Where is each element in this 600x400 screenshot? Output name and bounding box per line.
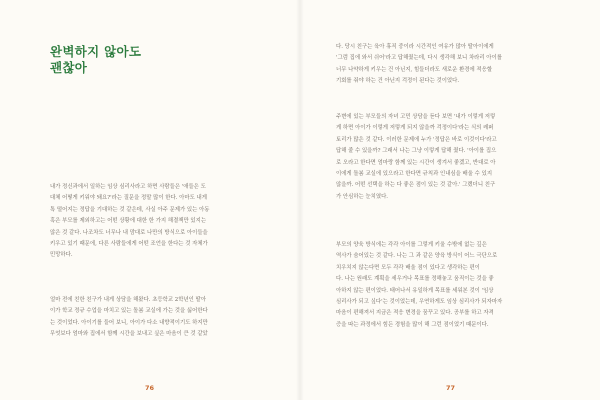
- text-line: 주변에 있는 부모들의 자녀 고민 상담을 듣다 보면 '내가 이렇게 저렇: [336, 114, 496, 120]
- text-line: 아하지 않는 편이었다. 태어나서 유일하게 목표를 세워본 것이 '임상: [336, 287, 494, 294]
- text-line: 키우고 있기 때문에, 다른 사람들에게 어떤 조언을 한다는 것 자체가: [50, 241, 208, 248]
- text-line: 민망하다.: [50, 252, 73, 259]
- text-line: 는 것이었다. 아이기를 들어 보니, 아이가 다소 내향적이기도 하지만: [50, 319, 208, 326]
- right-page: [300, 0, 600, 400]
- paragraph: [336, 112, 550, 203]
- text-line: 로 오라고 한다면 엄마랑 함께 있는 시간이 생겨서 좋겠고, 반대로 아: [336, 159, 496, 166]
- text-line: 대체 어떻게 키워야 돼요?'라는 질문을 정말 많이 한다. 아마도 내게: [50, 195, 207, 202]
- paragraph: [336, 42, 550, 88]
- text-line: 역사가 숨어있는 것 같다. 나는 그 과 같은 양육 방식이 어느 극단으로: [336, 253, 498, 260]
- paragraph: [50, 182, 264, 262]
- chapter-title: [50, 44, 141, 76]
- text-line: 기회를 줘야 하는 건 아닌지 걱정이 된다는 것이었다.: [336, 78, 460, 85]
- chapter-title-line: 완벽하지 않아도: [50, 44, 142, 59]
- text-line: 답해 줄 수 있을까? 그래서 나는 그냥 이렇게 답해 줬다. '아이를 집으: [336, 148, 497, 155]
- paragraph: [50, 295, 264, 341]
- page-number: 77: [446, 384, 456, 392]
- text-line: 않은 것 같다. 나조차도 너무나 내 맘대로 나만의 방식으로 아이들을: [50, 229, 208, 236]
- text-line: 심리사가 되고 싶다'는 것이었는데, 우연하게도 임상 심리사가 되자마자: [336, 299, 503, 306]
- text-line: 톡 떨어지는 정답을 기대하는 것 같은데, 사실 아주 문제가 있는 아동: [50, 206, 210, 213]
- text-line: 증을 따는 과정에서 힘든 경험을 많이 해 그런 점이었기 때문이다.: [336, 321, 489, 328]
- text-line: 다. 당시 친구는 육아 휴직 중이라 시간적인 여유가 많아 딸아이에게: [336, 44, 494, 50]
- text-line: 다. 나는 원래도 계획을 세우거나 목표를 정해놓고 움직이는 것을 좋: [336, 276, 494, 283]
- text-line: 너무 나약하게 키우는 건 아닌지, 힘들더라도 새로운 환경에 적응할: [336, 66, 493, 73]
- text-line: 치우치지 않는다면 모두 각각 배울 점이 있다고 생각하는 편이: [336, 264, 480, 271]
- text-line: 가 안심하는 눈치였다.: [336, 193, 389, 200]
- text-line: 무엇보다 엄마와 집에서 함께 시간을 보내고 싶은 마음이 큰 것 같았: [50, 331, 208, 338]
- page-number: 76: [145, 384, 155, 392]
- text-line: 마음이 편해져서 지금은 적응 변경을 꿈꾸고 있다. 공부를 하고 자격: [336, 310, 494, 317]
- chapter-title-line: 괜찮아: [50, 60, 88, 75]
- text-line: 얼마 전에 친한 친구가 내게 상담을 해왔다. 초등학교 2학년인 딸아: [50, 297, 206, 303]
- paragraph: [336, 240, 550, 331]
- text-line: 혹은 부모를 제외하고는 어떤 상황에 대한 한 가지 해결책만 있지는: [50, 218, 207, 225]
- text-line: 토리가 많은 것 같다. 이러한 문제에 누가 '정답은 바로 이것이다'라고: [336, 136, 497, 143]
- text-line: 이가 학교 정규 수업을 마치고 있는 돌봄 교실에 가는 것을 싫어한다: [50, 308, 208, 315]
- text-line: '그럼 집에 와서 쉬어'라고 답해줬는데, 다시 생각해 보니 차라리 아이를: [336, 55, 502, 62]
- text-line: 않을까. 어떤 선택을 하는 다 좋은 점이 있는 것 같아.' 그랬더니 친구: [336, 182, 496, 189]
- text-line: 게 하면 아이가 이렇게 저렇게 되지 않을까 걱정이다'라는 식의 레퍼: [336, 125, 494, 132]
- text-line: 부모의 양육 방식에는 각각 아이를 그렇게 키울 수밖에 없는 깊은: [336, 242, 487, 248]
- text-line: 이에게 돌봄 교실에 있으라고 한다면 규칙과 인내심을 배울 수 있지: [336, 171, 493, 178]
- text-line: 내가 정신과에서 일하는 임상 심리사라고 하면 사람들은 '애들은 도: [50, 184, 206, 190]
